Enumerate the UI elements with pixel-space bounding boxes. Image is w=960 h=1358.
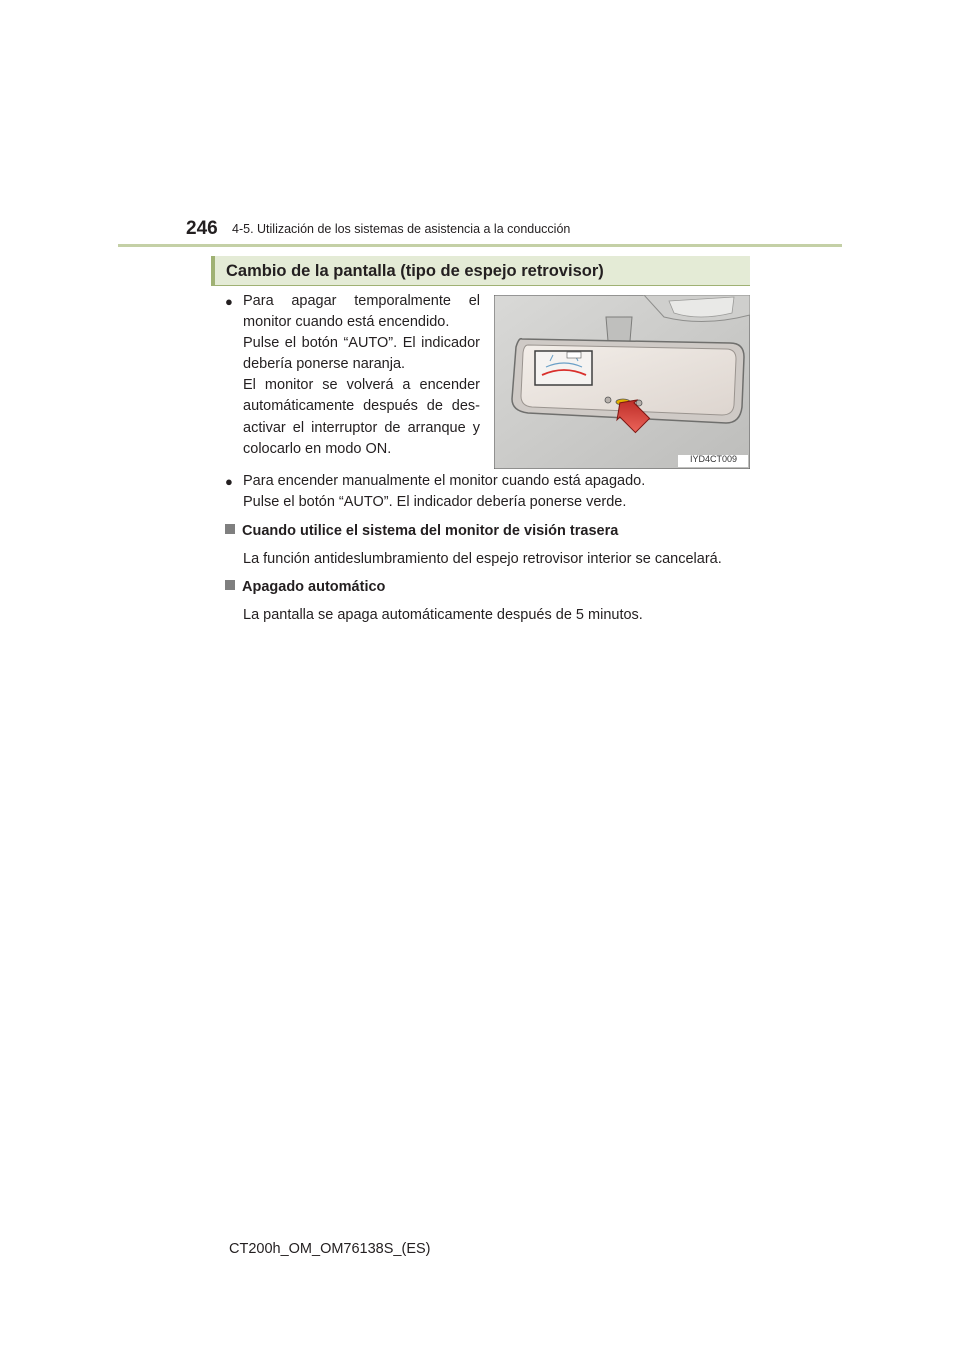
note-text: La pantalla se apaga automáticamente después de 5 minutos. <box>243 607 643 623</box>
header-rule <box>118 244 842 247</box>
figure-code: IYD4CT009 <box>690 454 738 464</box>
bullet-line: Pulse el botón “AUTO”. El indicador <box>243 335 480 352</box>
bullet-line: El monitor se volverá a encender <box>243 377 480 394</box>
footer-doc-id: CT200h_OM_OM76138S_(ES) <box>229 1241 431 1257</box>
bullet-icon: ● <box>225 474 233 489</box>
note-heading <box>225 577 385 597</box>
rearview-mirror-illustration <box>494 295 750 469</box>
bullet-line: Pulse el botón “AUTO”. El indicador debería ponerse verde. <box>243 494 627 511</box>
title-bar <box>211 256 750 286</box>
bullet-line: debería ponerse naranja. <box>243 356 406 373</box>
note-heading-text: Cuando utilice el sistema del monitor de visión trasera <box>242 523 619 539</box>
bullet-line: Para encender manualmente el monitor cuando está apagado. <box>243 473 646 489</box>
bullet-line: colocarlo en modo ON. <box>243 440 392 457</box>
square-bullet-icon <box>225 524 235 534</box>
note-text: La función antideslumbramiento del espejo retrovisor interior se cancelará. <box>243 551 722 567</box>
note-heading <box>225 521 618 541</box>
page-number: 246 <box>186 218 218 239</box>
bullet-line: monitor cuando está encendido. <box>243 314 450 331</box>
section-heading: 4-5. Utilización de los sistemas de asistencia a la conducción <box>232 222 571 236</box>
square-bullet-icon <box>225 580 235 590</box>
bullet-icon: ● <box>225 294 233 309</box>
bullet-line: automáticamente después de des- <box>243 398 480 415</box>
bullet-line: Para apagar temporalmente el <box>243 293 480 309</box>
page-title: Cambio de la pantalla (tipo de espejo retrovisor) <box>226 262 604 280</box>
note-heading-text: Apagado automático <box>242 579 386 595</box>
bullet-line: activar el interruptor de arranque y <box>243 419 480 436</box>
